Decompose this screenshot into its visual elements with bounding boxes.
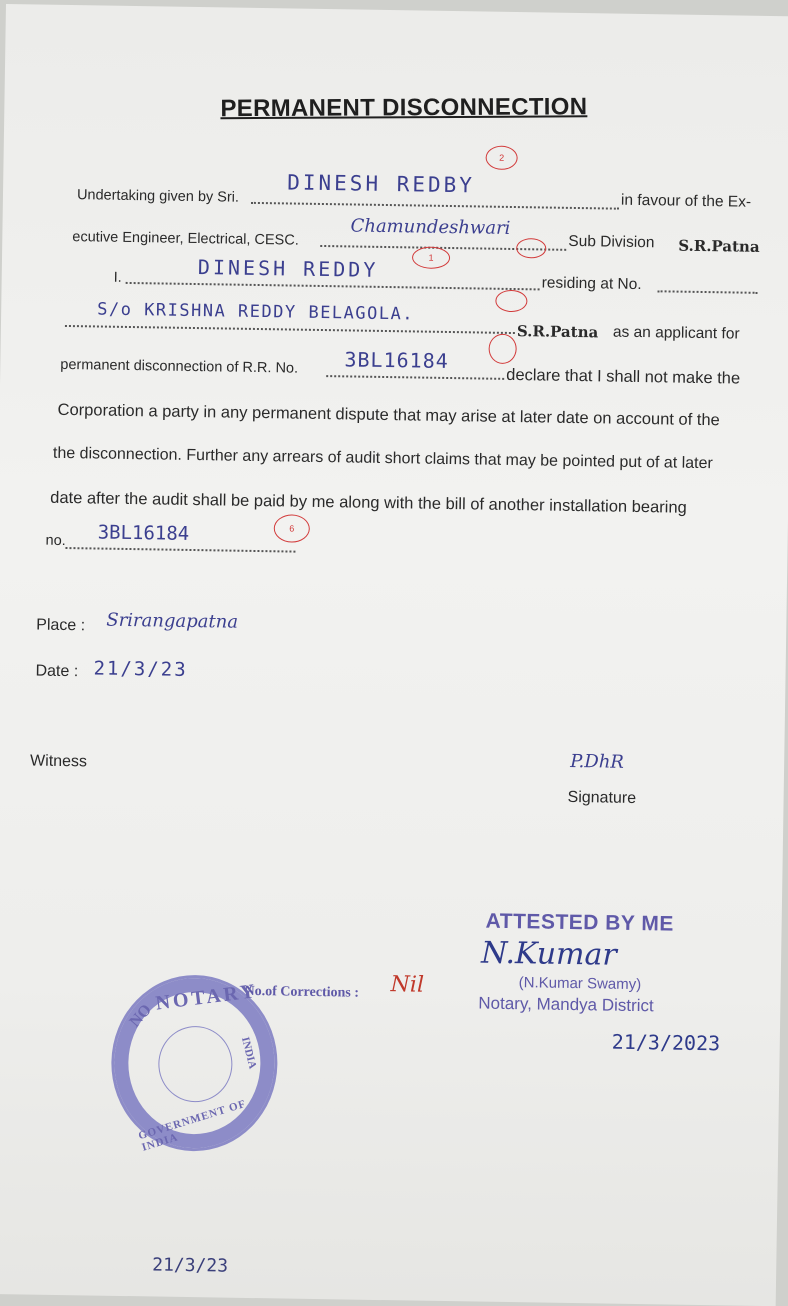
notary-signature: N.Kumar — [480, 935, 618, 973]
sub-division-label: Sub Division — [568, 232, 655, 252]
seal-inner-ring — [158, 1026, 233, 1103]
i-label: I. — [113, 269, 122, 286]
circled-mark — [516, 238, 546, 258]
handwritten-name-again: DINESH REDDY — [197, 255, 379, 282]
handwritten-installation-no: 3BL16184 — [97, 521, 190, 545]
undertaking-label: Undertaking given by Sri. — [76, 187, 240, 206]
name-dotted-line — [251, 202, 619, 210]
sub-division-place: S.R.Patna — [678, 236, 760, 256]
residing-dotted-line — [658, 290, 758, 294]
signature-label: Signature — [567, 788, 637, 807]
notary-date: 21/3/2023 — [611, 1029, 721, 1056]
applicant-for-text: as an applicant for — [612, 323, 740, 343]
seal-bottom-text: GOVERNMENT OF INDIA — [136, 1097, 248, 1154]
in-favour-text: in favour of the Ex- — [620, 191, 752, 211]
paragraph-line: date after the audit shall be paid by me along with the bill of another installation bearing — [50, 488, 687, 517]
handwritten-subdivision: Chamundeshwari — [350, 215, 511, 239]
witness-label: Witness — [29, 752, 88, 771]
rr-no-dotted-line — [326, 375, 504, 380]
bottom-date-mark: 21/3/23 — [152, 1254, 229, 1277]
corrections-value: Nil — [390, 972, 425, 998]
circled-mark: 2 — [485, 146, 517, 170]
paragraph-line: the disconnection. Further any arrears of audit short claims that may be pointed put of at later — [52, 444, 713, 473]
seal-left-text: NO — [126, 1001, 156, 1031]
handwritten-rr-no: 3BL16184 — [344, 347, 449, 373]
declare-text: declare that I shall not make the — [506, 365, 741, 388]
corrections-label: No.of Corrections : — [244, 983, 360, 1001]
installation-dotted-line — [65, 547, 295, 553]
circled-mark — [488, 334, 516, 364]
handwritten-place: Srirangapatna — [106, 609, 239, 633]
rr-no-label: permanent disconnection of R.R. No. — [60, 356, 299, 377]
date-label: Date : — [35, 662, 79, 681]
residing-label: residing at No. — [541, 274, 642, 294]
applicant-dotted-line — [126, 282, 540, 291]
circled-mark: 6 — [274, 514, 310, 543]
paragraph-line: Corporation a party in any permanent dispute that may arise at later date on account of the — [57, 400, 720, 430]
handwritten-date: 21/3/23 — [93, 657, 188, 681]
handwritten-signature: P.DhR — [570, 750, 625, 773]
notary-seal — [110, 974, 279, 1153]
address-place: S.R.Patna — [516, 322, 599, 342]
seal-right-text: INDIA — [238, 1035, 259, 1071]
circled-mark: 1 — [412, 246, 450, 269]
circled-mark — [495, 290, 527, 312]
place-label: Place : — [36, 616, 86, 635]
executive-engineer-text: ecutive Engineer, Electrical, CESC. — [72, 229, 299, 249]
handwritten-address: S/o KRISHNA REDDY BELAGOLA. — [97, 299, 415, 325]
installation-no-label: no. — [45, 532, 66, 550]
address-dotted-line — [65, 325, 515, 334]
notary-place: Notary, Mandya District — [478, 993, 654, 1016]
handwritten-name: DINESH REDBY — [287, 170, 476, 198]
notary-name: (N.Kumar Swamy) — [518, 974, 642, 994]
seal-top-text: NOTARY — [154, 980, 259, 1015]
document-page — [0, 4, 788, 1306]
page-title: PERMANENT DISCONNECTION — [220, 93, 588, 123]
attested-stamp: ATTESTED BY ME — [485, 909, 675, 936]
